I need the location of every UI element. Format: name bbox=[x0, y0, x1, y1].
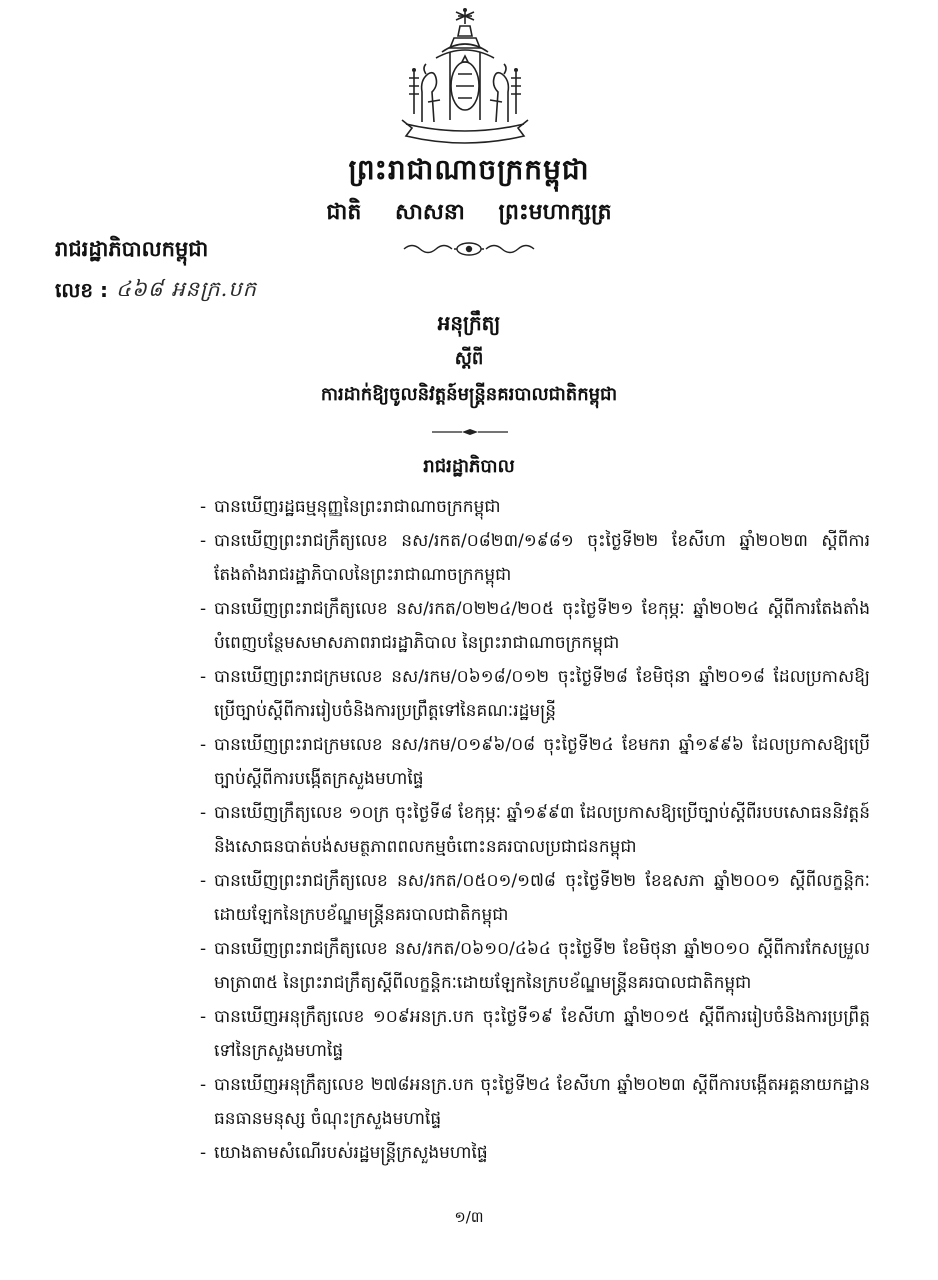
document-about: ស្តីពី bbox=[454, 348, 484, 369]
list-item: - យោងតាមសំណើរបស់រដ្ឋមន្ត្រីក្រសួងមហាផ្ទៃ bbox=[200, 1136, 870, 1170]
list-item: - បានឃើញព្រះរាជក្រឹត្យលេខ នស/រកត/០២២៤/២០៥ ចុះថ្ងៃទី២១ ខែកុម្ភៈ ឆ្នាំ២០២៤ ស្តីពីការតែងតាំងបំពេញបន្ថែមសមាសភាពរាជរដ្ឋាភិបាល នៃព្រះរាជាណាចក្រកម្ពុជា bbox=[200, 592, 870, 660]
list-item: - បានឃើញព្រះរាជក្រមលេខ នស/រកម/០៦១៨/០១២ ចុះថ្ងៃទី២៨ ខែមិថុនា ឆ្នាំ២០១៨ ដែលប្រកាសឱ្យប្រើច្បាប់ស្តីពីការរៀបចំនិងការប្រព្រឹត្តទៅនៃគណៈរដ្ឋមន្ត្រី bbox=[200, 660, 870, 728]
list-item: - បានឃើញអនុក្រឹត្យលេខ ២៧៨អនក្រ.បក ចុះថ្ងៃទី២៤ ខែសីហា ឆ្នាំ២០២៣ ស្តីពីការបង្កើតអគ្គនាយកដ្ឋានធនធានមនុស្ស ចំណុះក្រសួងមហាផ្ទៃ bbox=[200, 1068, 870, 1136]
recitals-list bbox=[200, 490, 870, 1170]
document-type: អនុក្រឹត្យ bbox=[437, 311, 501, 335]
list-item: - បានឃើញអនុក្រឹត្យលេខ ១០៩អនក្រ.បក ចុះថ្ងៃទី១៩ ខែសីហា ឆ្នាំ២០១៥ ស្តីពីការរៀបចំនិងការប្រព្រឹត្តទៅនៃក្រសួងមហាផ្ទៃ bbox=[200, 1000, 870, 1068]
issuing-body: រាជរដ្ឋាភិបាល bbox=[423, 456, 515, 477]
document-subject: ការដាក់ឱ្យចូលនិវត្តន៍មន្ត្រីនគរបាលជាតិកម្ពុជា bbox=[320, 384, 618, 405]
list-item: - បានឃើញព្រះរាជក្រមលេខ នស/រកម/០១៩៦/០៨ ចុះថ្ងៃទី២៤ ខែមករា ឆ្នាំ១៩៩៦ ដែលប្រកាសឱ្យប្រើច្បាប់ស្តីពីការបង្កើតក្រសួងមហាផ្ទៃ bbox=[200, 728, 870, 796]
list-item: - បានឃើញរដ្ឋធម្មនុញ្ញនៃព្រះរាជាណាចក្រកម្ពុជា bbox=[200, 490, 870, 524]
list-item: - បានឃើញព្រះរាជក្រឹត្យលេខ នស/រកត/០៦១០/៤៦៤ ចុះថ្ងៃទី២ ខែមិថុនា ឆ្នាំ២០១០ ស្តីពីការកែសម្រួលមាត្រា៣៥ នៃព្រះរាជក្រឹត្យស្តីពីលក្ខន្តិកៈដោយឡែកនៃក្របខ័ណ្ឌមន្ត្រីនគរបាលជាតិកម្ពុជា bbox=[200, 932, 870, 1000]
national-motto: ជាតិ សាសនា ព្រះមហាក្សត្រ bbox=[326, 200, 612, 225]
list-item: - បានឃើញព្រះរាជក្រឹត្យលេខ នស/រកត/០៨២៣/១៩៨១ ចុះថ្ងៃទី២២ ខែសីហា ឆ្នាំ២០២៣ ស្តីពីការតែងតាំងរាជរដ្ឋាភិបាលនៃព្រះរាជាណាចក្រកម្ពុជា bbox=[200, 524, 870, 592]
ornament-divider-icon bbox=[402, 240, 536, 258]
reference-value: ៤៦៨ អនក្រ.បក bbox=[116, 277, 257, 301]
list-item: - បានឃើញព្រះរាជក្រឹត្យលេខ នស/រកត/០៥០១/១៧៨ ចុះថ្ងៃទី២២ ខែឧសភា ឆ្នាំ២០០១ ស្តីពីលក្ខន្តិកៈដោយឡែកនៃក្របខ័ណ្ឌមន្ត្រីនគរបាលជាតិកម្ពុជា bbox=[200, 864, 870, 932]
reference-label: លេខ : bbox=[55, 278, 109, 302]
title-divider-icon bbox=[432, 428, 508, 436]
page-number: ១/៣ bbox=[454, 1208, 484, 1226]
list-item: - បានឃើញក្រឹត្យលេខ ១០ក្រ ចុះថ្ងៃទី៨ ខែកុម្ភៈ ឆ្នាំ១៩៩៣ ដែលប្រកាសឱ្យប្រើច្បាប់ស្តីពីរបបសោធននិវត្តន៍ និងសោធនបាត់បង់សមត្ថភាពពលកម្មចំពោះនគរបាលប្រជាជនកម្ពុជា bbox=[200, 796, 870, 864]
reference-number bbox=[55, 276, 257, 307]
issuer-name: រាជរដ្ឋាភិបាលកម្ពុជា bbox=[55, 237, 209, 261]
kingdom-name: ព្រះរាជាណាចក្រកម្ពុជា bbox=[348, 153, 590, 186]
royal-coat-of-arms-icon bbox=[392, 2, 538, 148]
